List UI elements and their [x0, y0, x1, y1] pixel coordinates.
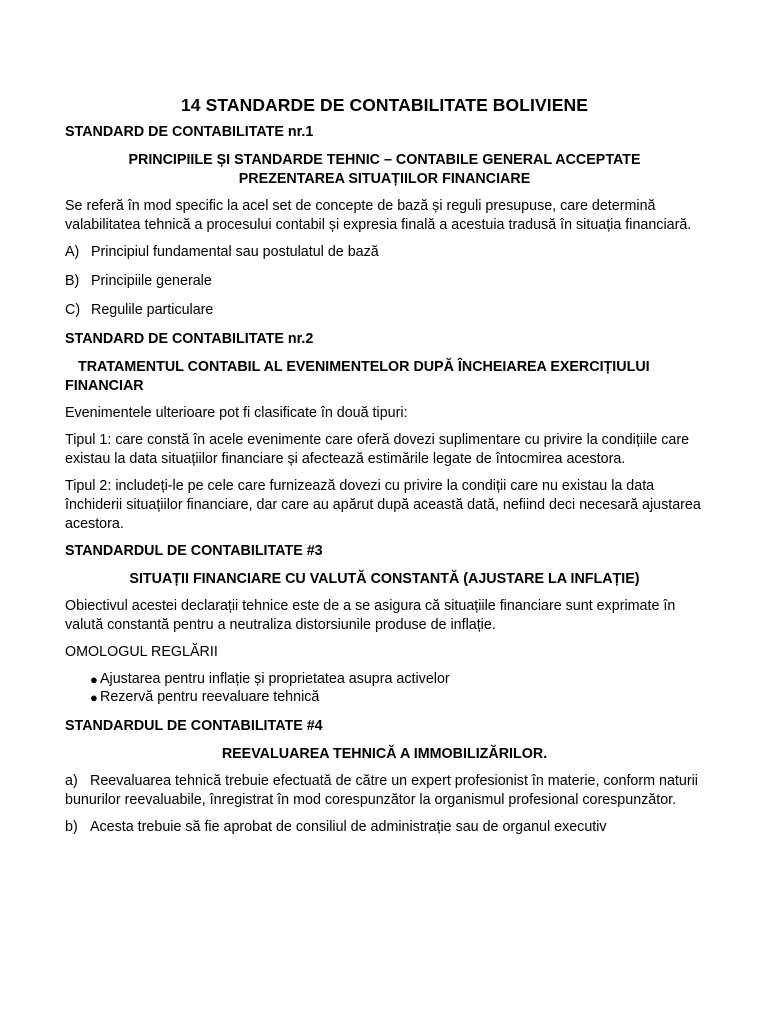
bullet-icon: ● — [90, 690, 98, 705]
list-item-text: Principiul fundamental sau postulatul de bază — [91, 244, 379, 260]
standard-4-item-b — [65, 818, 704, 837]
standard-1-item-c — [65, 301, 704, 320]
list-marker: C) — [65, 302, 81, 318]
standard-2-intro: Evenimentele ulterioare pot fi clasificate în două tipuri: — [65, 405, 408, 421]
standard-2-subheading — [65, 358, 704, 396]
standard-4-item-a — [65, 772, 704, 810]
standard-4-heading: STANDARDUL DE CONTABILITATE #4 — [65, 718, 323, 734]
standard-3-heading: STANDARDUL DE CONTABILITATE #3 — [65, 543, 323, 559]
document-title: 14 STANDARDE DE CONTABILITATE BOLIVIENE — [180, 95, 589, 115]
standard-2-subheading-line2: FINANCIAR — [65, 378, 144, 394]
standard-1-subheading-line1: PRINCIPIILE ȘI STANDARDE TEHNIC – CONTABILE GENERAL ACCEPTATE — [128, 152, 641, 168]
standard-2-heading: STANDARD DE CONTABILITATE nr.2 — [65, 331, 314, 347]
standard-1-paragraph: Se referă în mod specific la acel set de concepte de bază și reguli presupuse, care determină valabilitatea tehnică a procesului contabil și expresia finală a acestuia tradusă în situația financiară. — [65, 198, 692, 233]
list-item-text: Principiile generale — [91, 273, 212, 289]
list-item-text: Reevaluarea tehnică trebuie efectuată de către un expert profesionist în materie, conform naturii bunurilor reevaluabile, înregistrat în mod corespunzător la organismul profesional corespunzător. — [65, 773, 698, 808]
standard-1-subheading-line2: PREZENTAREA SITUAȚIILOR FINANCIARE — [238, 171, 531, 187]
list-marker: A) — [65, 244, 80, 260]
standard-2-type1: Tipul 1: care constă în acele evenimente care oferă dovezi suplimentare cu privire la condițiile care existau la data situațiilor financiare și afectează estimările legate de întocmirea acestora. — [65, 432, 690, 467]
list-item — [65, 670, 704, 688]
list-item-text: Regulile particulare — [91, 302, 214, 318]
list-item-text: Acesta trebuie să fie aprobat de consiliul de administrație sau de organul executiv — [90, 819, 607, 835]
standard-1-subheading — [65, 151, 704, 189]
list-item — [65, 688, 704, 706]
standard-1-item-b — [65, 272, 704, 291]
standard-2-type2: Tipul 2: includeți-le pe cele care furnizează dovezi cu privire la condiții care nu existau la data închiderii situațiilor financiare, dar care au apărut după această dată, nefiind deci necesară ajustarea acestora. — [65, 478, 701, 532]
standard-2-subheading-line1: TRATAMENTUL CONTABIL AL EVENIMENTELOR DUPĂ ÎNCHEIAREA EXERCIȚIULUI — [78, 359, 650, 375]
standard-1-item-a — [65, 243, 704, 262]
list-marker: B) — [65, 273, 80, 289]
standard-3-subheading: SITUAȚII FINANCIARE CU VALUTĂ CONSTANTĂ (AJUSTARE LA INFLAȚIE) — [129, 571, 640, 587]
standard-3-label: OMOLOGUL REGLĂRII — [65, 644, 218, 660]
standard-4-subheading: REEVALUAREA TEHNICĂ A IMMOBILIZĂRILOR. — [221, 746, 548, 762]
standard-3-bullet-list — [65, 670, 704, 706]
bullet-icon: ● — [90, 672, 98, 687]
list-marker: a) — [65, 773, 78, 789]
list-item-text: Ajustarea pentru inflație și proprietatea asupra activelor — [100, 671, 450, 687]
list-marker: b) — [65, 819, 78, 835]
list-item-text: Rezervă pentru reevaluare tehnică — [100, 689, 320, 705]
standard-3-paragraph: Obiectivul acestei declarații tehnice este de a se asigura că situațiile financiare sunt exprimate în valută constantă pentru a neutraliza distorsiunile produse de inflație. — [65, 598, 676, 633]
standard-1-heading: STANDARD DE CONTABILITATE nr.1 — [65, 124, 314, 140]
